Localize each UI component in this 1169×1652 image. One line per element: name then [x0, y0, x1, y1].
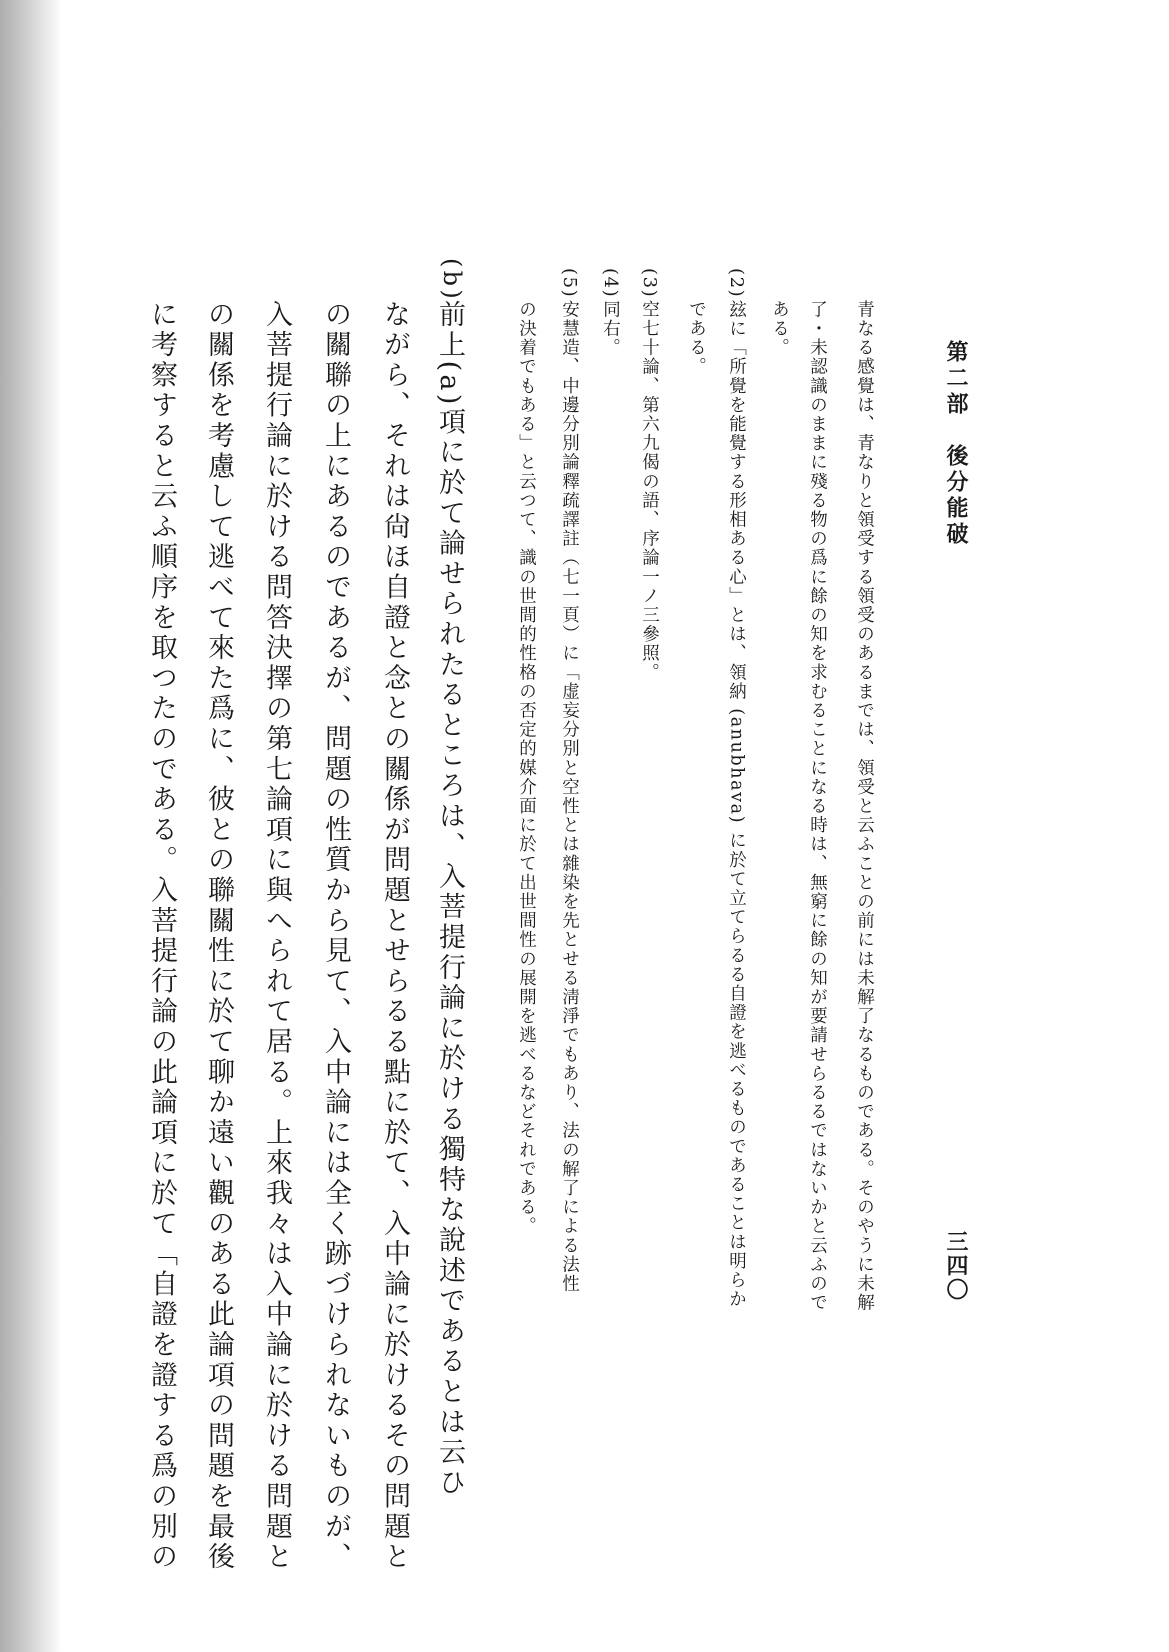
body-line-2: ながら、それは尙ほ自證と念との關係が問題とせらるる點に於て、入中論に於けるその問題と	[379, 300, 410, 1573]
note-5-line-2: の決着でもある」と云つて、識の世間的性格の否定的媒介面に於て出世間性の展開を逃べるなどそれである。	[516, 300, 537, 1236]
body-line-6: に考察すると云ふ順序を取つたのである。入菩提行論の此論項に於て「自證を證する爲の別の	[146, 300, 177, 1573]
note-3-marker: (3)	[639, 268, 660, 299]
body-line-3: の關聯の上にあるのであるが、問題の性質から見て、入中論には全く跡づけられないものが、	[320, 300, 351, 1573]
page-number: 三四〇	[943, 1230, 969, 1302]
section-marker-b: (b)	[438, 258, 466, 302]
note-4-text: 同右。	[600, 300, 621, 358]
body-line-1: 前上(a)項に於て論せられたるところは、入菩提行論に於ける獨特な說述であるとは云ひ	[434, 300, 465, 1499]
body-line-5: の關係を考慮して逃べて來た爲に、彼との聯關性に於て聊か遠い觀のある此論項の問題を最後	[203, 300, 234, 1573]
running-head: 第二部 後分能破	[943, 340, 969, 548]
note-2-marker: (2)	[726, 268, 747, 299]
note-continuation-line-3: ある。	[769, 300, 790, 358]
note-2-line-2: である。	[686, 300, 707, 377]
note-3-text: 空七十論、第六九偈の語、序論一ノ三參照。	[639, 300, 660, 682]
note-4-marker: (4)	[600, 268, 621, 299]
note-2-line-1: 玆に「所覺を能覺する形相ある心」とは、領納 (anubhava) に於て立てらるる自證を逃べるものであることは明らか	[726, 300, 747, 1309]
page-binding-shadow	[0, 0, 62, 1652]
note-continuation-line-1: 青なる感覺は、青なりと領受する領受のあるまでは、領受と云ふことの前には未解了なるものである。そのやうに未解	[854, 300, 875, 1313]
body-line-4: 入菩提行論に於ける問答決擇の第七論項に與へられて居る。上來我々は入中論に於ける問題と	[261, 300, 292, 1573]
note-5-line-1: 安慧造、中邊分別論釋疏譯註（七一頁）に「虚妄分別と空性とは雜染を先とせる淸淨でもあり、法の解了による法性	[559, 300, 580, 1294]
note-continuation-line-2: 了・未認識のままに殘る物の爲に餘の知を求むることになる時は、無窮に餘の知が要請せらるるではないかと云ふので	[807, 300, 828, 1313]
note-5-marker: (5)	[559, 268, 580, 299]
